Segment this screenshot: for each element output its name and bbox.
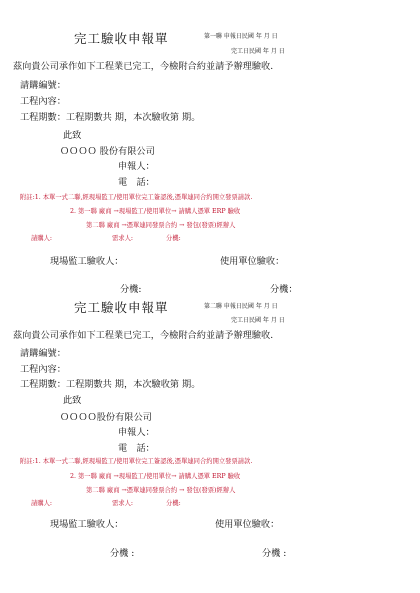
site-inspector-label: 現場監工驗收人： xyxy=(50,256,124,267)
inspector-extension: 分機 : xyxy=(110,548,135,559)
po-number-label: 請購編號： xyxy=(20,348,66,359)
form-title: 完工驗收申報單 xyxy=(74,300,169,315)
work-content-label: 工程內容： xyxy=(20,364,66,375)
salutation: 此致 xyxy=(63,130,82,141)
note-line-1: 附註:1. 本單一式二聯,經現場監工/使用單位完工簽認後,憑單連同合約開立發票請款. xyxy=(20,458,253,465)
user-unit-label: 使用單位驗收： xyxy=(215,519,280,530)
note-line-2: 2. 第一聯 廠商 →現場監工/使用單位→ 請購人憑單 ERP 驗收 xyxy=(70,473,241,480)
completion-date-line: 完工日民國 年 月 日 xyxy=(231,317,285,324)
user-unit-extension: 分機 : xyxy=(262,548,287,559)
salutation: 此致 xyxy=(63,395,82,406)
note-line-3: 第二聯 廠商 →憑單連同發票合約 → 發包(發票)經辦人 xyxy=(86,487,236,494)
report-date-line: 第一聯 申報日民國 年 月 日 xyxy=(204,33,278,40)
demander-label: 需求人: xyxy=(112,235,134,242)
applicant-label: 申報人： xyxy=(118,161,155,172)
po-number-label: 請購編號： xyxy=(20,80,66,91)
user-unit-extension: 分機： xyxy=(270,284,298,295)
note-line-3: 第二聯 廠商 →憑單連同發票合約 → 發包(發票)經辦人 xyxy=(86,222,236,229)
extension-label: 分機: xyxy=(166,235,181,242)
site-inspector-label: 現場監工驗收人： xyxy=(50,519,124,530)
completion-date-line: 完工日民國 年 月 日 xyxy=(231,48,285,55)
phone-label: 電 話： xyxy=(118,443,155,454)
applicant-label: 申報人： xyxy=(118,427,155,438)
inspector-extension: 分機: xyxy=(120,284,142,295)
report-date-line: 第二聯 申報日民國 年 月 日 xyxy=(204,303,278,310)
work-period-label: 工程期數：工程期數共 期，本次驗收第 期。 xyxy=(20,112,201,123)
extension-label: 分機: xyxy=(166,500,181,507)
requester-label: 請購人: xyxy=(31,500,53,507)
company-name: ＯＯＯＯ 股份有限公司 xyxy=(60,146,155,157)
intro-text: 茲向貴公司承作如下工程業已完工，今檢附合約並請予辦理驗收. xyxy=(13,61,274,72)
phone-label: 電 話： xyxy=(118,177,155,188)
work-period-label: 工程期數：工程期數共 期，本次驗收第 期。 xyxy=(20,379,201,390)
company-name: ＯＯＯＯ股份有限公司 xyxy=(60,412,152,423)
form-title: 完工驗收申報單 xyxy=(74,31,169,46)
demander-label: 需求人: xyxy=(112,500,134,507)
requester-label: 請購人: xyxy=(31,235,53,242)
work-content-label: 工程內容： xyxy=(20,96,66,107)
note-line-1: 附註:1. 本單一式二聯,經現場監工/使用單位完工簽認後,憑單連同合約開立發票請款. xyxy=(20,194,253,201)
note-line-2: 2. 第一聯 廠商 →現場監工/使用單位→ 請購人憑單 ERP 驗收 xyxy=(70,208,241,215)
intro-text: 茲向貴公司承作如下工程業已完工，今檢附合約並請予辦理驗收. xyxy=(13,330,274,341)
user-unit-label: 使用單位驗收： xyxy=(220,256,285,267)
